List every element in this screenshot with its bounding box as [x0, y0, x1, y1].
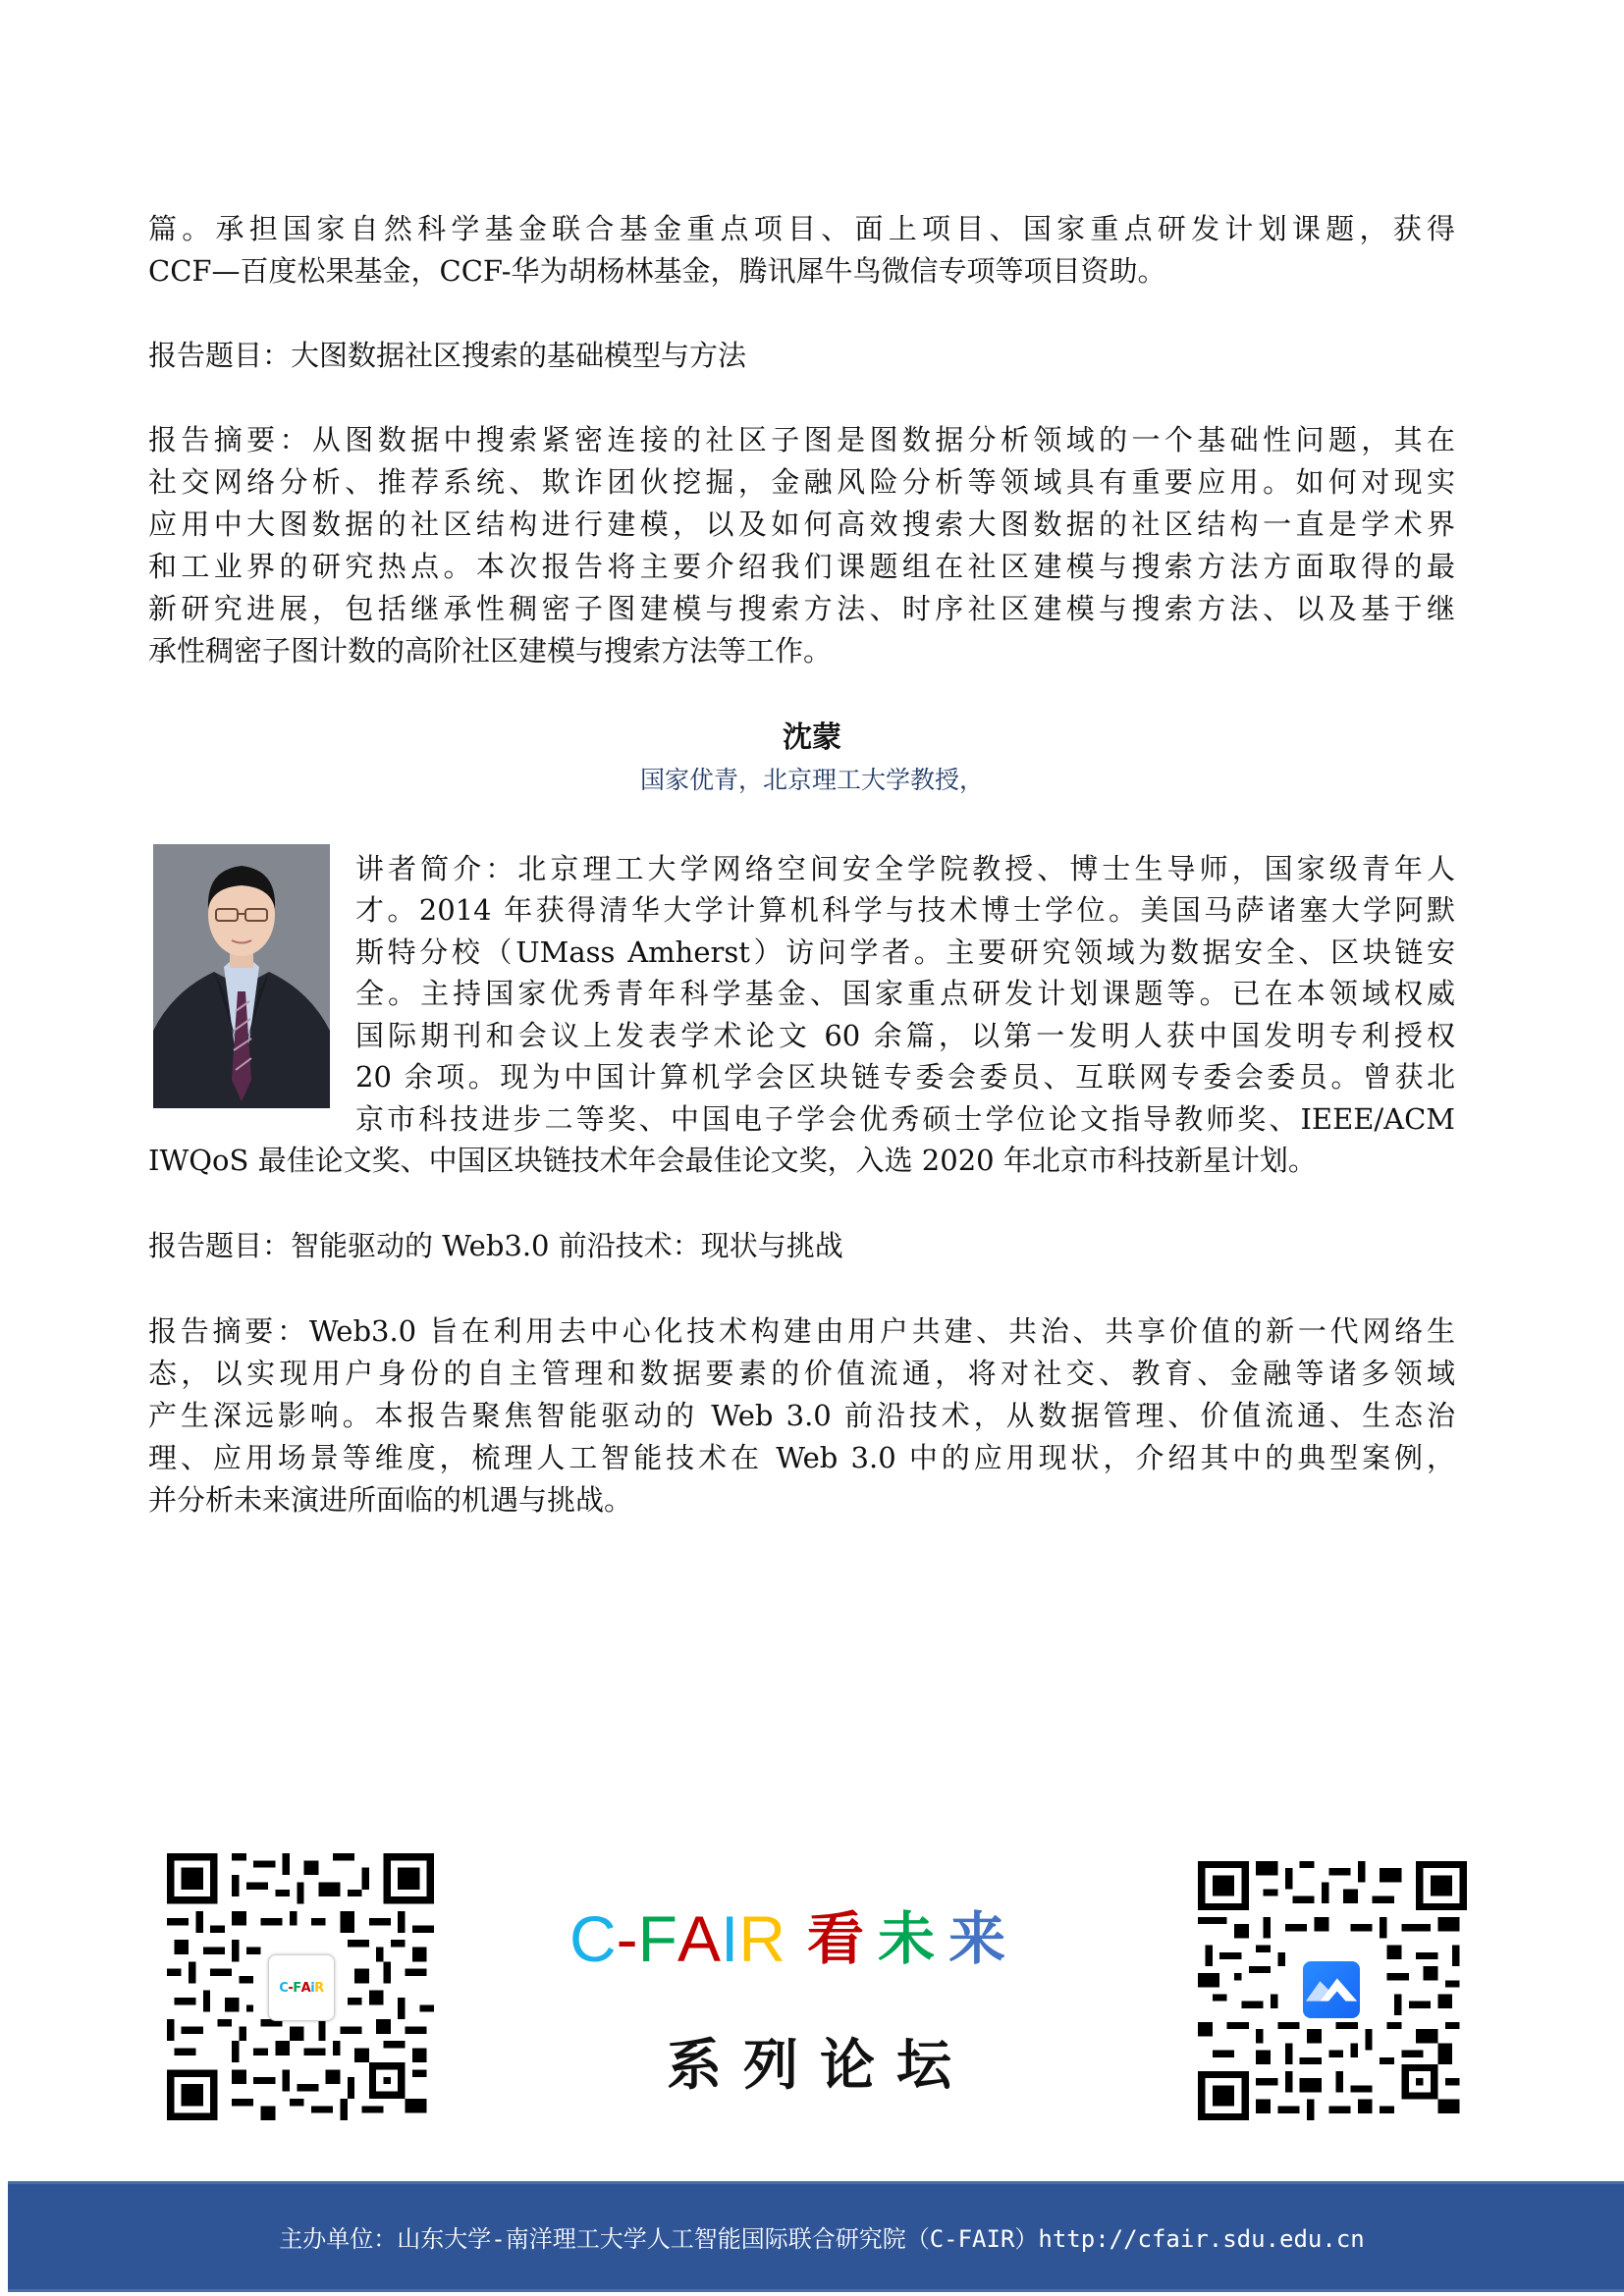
- logo-letter: C: [569, 1902, 617, 1975]
- abstract-line: 理、应用场景等维度，梳理人工智能技术在 Web 3.0 中的应用现状，介绍其中的典型案例，: [148, 1441, 1455, 1474]
- bio-line: 20 余项。现为中国计算机学会区块链专委会委员、互联网专委会委员。曾获北: [355, 1060, 1455, 1094]
- bio-line: 斯特分校（UMass Amherst）访问学者。主要研究领域为数据安全、区块链安: [355, 935, 1455, 969]
- prev-abstract-line: 应用中大图数据的社区结构进行建模，以及如何高效搜索大图数据的社区结构一直是学术界: [148, 507, 1455, 541]
- logo-letter: -: [616, 1902, 638, 1975]
- prev-abstract-line: 社交网络分析、推荐系统、欺诈团伙挖掘，金融风险分析等领域具有重要应用。如何对现实: [148, 465, 1455, 499]
- cfair-logo-text: [569, 1902, 786, 1975]
- bio-line: 全。主持国家优秀青年科学基金、国家重点研发计划课题等。已在本领域权威: [355, 977, 1455, 1010]
- meeting-app-icon: [1303, 1961, 1360, 2018]
- bio-line-last: IWQoS 最佳论文奖、中国区块链技术年会最佳论文奖，入选 2020 年北京市科技新星计划。: [148, 1144, 1317, 1177]
- speaker-title: 国家优青，北京理工大学教授，: [639, 766, 984, 794]
- speaker-name: 沈蒙: [783, 721, 841, 755]
- organizer-text: 主办单位：山东大学-南洋理工大学人工智能国际联合研究院（C-FAIR）http://cfair.sdu.edu.cn: [279, 2225, 1365, 2253]
- organizer-footer: [8, 2181, 1624, 2292]
- prev-abstract-line: 报告摘要：从图数据中搜索紧密连接的社区子图是图数据分析领域的一个基础性问题，其在: [148, 423, 1455, 456]
- abstract-line: 产生深远影响。本报告聚焦智能驱动的 Web 3.0 前沿技术，从数据管理、价值流通、生态治: [148, 1399, 1455, 1432]
- meeting-qr-code[interactable]: [1198, 1861, 1467, 2120]
- prev-abstract-line: 承性稠密子图计数的高阶社区建模与搜索方法等工作。: [148, 634, 833, 667]
- logo-letter: A: [677, 1902, 722, 1975]
- abstract-line: 并分析未来演进所面临的机遇与挑战。: [148, 1483, 633, 1517]
- slogan-char: 看: [807, 1905, 879, 1972]
- abstract-line: 态，以实现用户身份的自主管理和数据要素的价值流通，将对社交、教育、金融等诸多领域: [148, 1357, 1455, 1390]
- abstract-line: 报告摘要：Web3.0 旨在利用去中心化技术构建由用户共建、共治、共享价值的新一代网络生: [148, 1314, 1455, 1348]
- portrait-icon: [153, 844, 330, 1108]
- mountain-logo-icon: [1303, 1961, 1360, 2018]
- prev-abstract-line: 和工业界的研究热点。本次报告将主要介绍我们课题组在社区建模与搜索方法方面取得的最: [148, 550, 1455, 583]
- bio-line: 讲者简介：北京理工大学网络空间安全学院教授、博士生导师，国家级青年人: [355, 852, 1455, 885]
- series-forum-label: 系列论坛: [667, 2033, 973, 2098]
- slogan-char: 未: [878, 1905, 949, 1972]
- speaker-report-title: 报告题目：智能驱动的 Web3.0 前沿技术：现状与挑战: [148, 1229, 843, 1262]
- speaker-photo: [153, 844, 330, 1108]
- bio-line: 国际期刊和会议上发表学术论文 60 余篇，以第一发明人获中国发明专利授权: [355, 1019, 1455, 1052]
- bio-line: 才。2014 年获得清华大学计算机科学与技术博士学位。美国马萨诸塞大学阿默: [355, 893, 1455, 927]
- logo-letter: I: [721, 1902, 739, 1975]
- prev-bio-line-2: CCF—百度松果基金，CCF-华为胡杨林基金，腾讯犀牛鸟微信专项等项目资助。: [148, 254, 1166, 288]
- prev-abstract-line: 新研究进展，包括继承性稠密子图建模与搜索方法、时序社区建模与搜索方法、以及基于继: [148, 592, 1455, 625]
- cfair-brand-logo: [569, 1893, 1020, 1975]
- slogan-text: [807, 1906, 1019, 1971]
- slogan-char: 来: [948, 1905, 1020, 1972]
- prev-report-title: 报告题目：大图数据社区搜索的基础模型与方法: [148, 339, 747, 372]
- logo-letter: R: [738, 1902, 786, 1975]
- cfair-badge-icon: C - F A i R: [268, 1954, 335, 2021]
- bio-line: 京市科技进步二等奖、中国电子学会优秀硕士学位论文指导教师奖、IEEE/ACM: [355, 1102, 1455, 1136]
- prev-bio-line-1: 篇。承担国家自然科学基金联合基金重点项目、面上项目、国家重点研发计划课题，获得: [148, 212, 1455, 245]
- logo-letter: F: [637, 1902, 677, 1975]
